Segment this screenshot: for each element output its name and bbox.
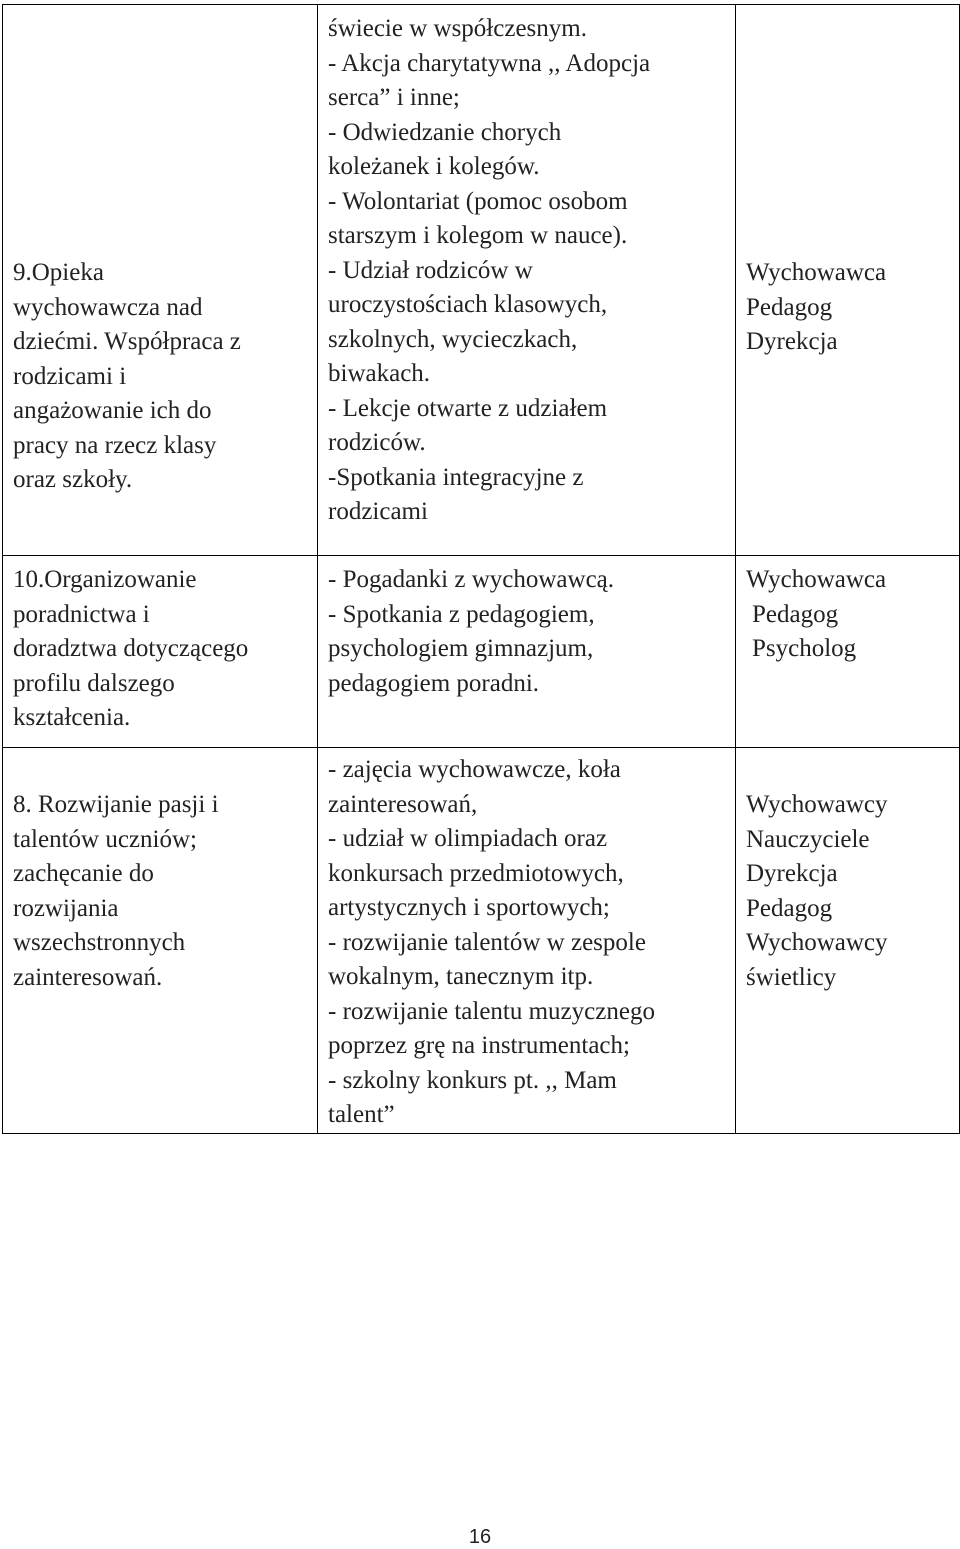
goal-line: pracy na rzecz klasy: [13, 431, 217, 459]
activity-line: - Lekcje otwarte z udziałem: [328, 394, 608, 422]
responsible-line: Wychowawcy: [746, 791, 888, 818]
table-row: [3, 5, 960, 556]
activity-line: świecie w współczesnym.: [328, 15, 587, 42]
activity-line: - Akcja charytatywna ,, Adopcja: [328, 49, 651, 77]
page-number: 16: [468, 1526, 492, 1548]
activity-line: rodzicami: [328, 498, 428, 525]
activity-line: starszym i kolegom w nauce).: [328, 222, 628, 249]
activity-line: zainteresowań,: [328, 790, 478, 818]
activity-line: - rozwijanie talentu muzycznego: [328, 997, 655, 1025]
responsible-line: Pedagog: [746, 894, 833, 922]
responsible-line: Wychowawcy: [746, 929, 888, 956]
plan-table: [2, 4, 960, 1134]
activity-line: - rozwijanie talentów w zespole: [328, 928, 646, 956]
activity-line: - zajęcia wychowawcze, koła: [328, 756, 621, 783]
activity-line: talent”: [328, 1101, 395, 1128]
activity-line: wokalnym, tanecznym itp.: [328, 963, 594, 990]
responsible-line: Wychowawca: [746, 259, 887, 286]
table-row: [3, 556, 960, 748]
activity-line: serca” i inne;: [328, 84, 460, 111]
table-row: [3, 748, 960, 1134]
activity-line: - udział w olimpiadach oraz: [328, 825, 608, 852]
responsible-line: świetlicy: [746, 963, 837, 991]
goal-line: oraz szkoły.: [13, 466, 133, 493]
responsible-line: Dyrekcja: [746, 860, 838, 887]
responsible-cell: [736, 748, 960, 1134]
goal-line: wszechstronnych: [13, 929, 186, 956]
goal-line: rodzicami i: [13, 362, 127, 390]
goal-line: 10.Organizowanie: [13, 566, 197, 593]
activity-line: artystycznych i sportowych;: [328, 894, 610, 921]
activity-line: koleżanek i kolegów.: [328, 153, 540, 180]
goal-cell: [3, 748, 318, 1134]
goal-line: zachęcanie do: [13, 860, 154, 887]
responsible-cell: [736, 5, 960, 556]
responsible-line: Wychowawca: [746, 566, 887, 593]
goal-line: kształcenia.: [13, 704, 131, 731]
activity-line: - Spotkania z pedagogiem,: [328, 600, 595, 628]
goal-line: profilu dalszego: [13, 669, 175, 697]
activity-line: -Spotkania integracyjne z: [328, 463, 584, 491]
activity-line: - Pogadanki z wychowawcą.: [328, 566, 615, 593]
activity-line: - Wolontariat (pomoc osobom: [328, 187, 628, 215]
responsible-line: Nauczyciele: [746, 825, 870, 853]
activity-line: konkursach przedmiotowych,: [328, 859, 624, 887]
goal-line: talentów uczniów;: [13, 825, 197, 853]
goal-line: wychowawcza nad: [13, 293, 203, 321]
goal-line: doradztwa dotyczącego: [13, 635, 249, 662]
goal-line: rozwijania: [13, 894, 119, 922]
responsible-line: Dyrekcja: [746, 328, 838, 355]
activities-cell: [318, 748, 736, 1134]
goal-cell: [3, 5, 318, 556]
responsible-line: Psycholog: [752, 635, 857, 662]
responsible-line: Pedagog: [752, 600, 839, 628]
goal-line: angażowanie ich do: [13, 397, 212, 424]
activity-line: uroczystościach klasowych,: [328, 291, 608, 318]
activity-line: biwakach.: [328, 360, 431, 387]
goal-line: 8. Rozwijanie pasji i: [13, 791, 219, 818]
activity-line: rodziców.: [328, 429, 426, 456]
activity-line: szkolnych, wycieczkach,: [328, 325, 578, 353]
activity-line: - Udział rodziców w: [328, 256, 533, 284]
activities-cell: [318, 5, 736, 556]
goal-line: 9.Opieka: [13, 259, 104, 286]
activity-line: pedagogiem poradni.: [328, 669, 540, 697]
activities-cell: [318, 556, 736, 748]
goal-line: zainteresowań.: [13, 963, 163, 991]
activity-line: - Odwiedzanie chorych: [328, 118, 562, 146]
activity-line: poprzez grę na instrumentach;: [328, 1032, 630, 1059]
responsible-line: Pedagog: [746, 293, 833, 321]
goal-line: poradnictwa i: [13, 600, 150, 628]
responsible-cell: [736, 556, 960, 748]
activity-line: - szkolny konkurs pt. ,, Mam: [328, 1066, 617, 1094]
goal-line: dziećmi. Współpraca z: [13, 328, 241, 355]
activity-line: psychologiem gimnazjum,: [328, 635, 594, 662]
goal-cell: [3, 556, 318, 748]
